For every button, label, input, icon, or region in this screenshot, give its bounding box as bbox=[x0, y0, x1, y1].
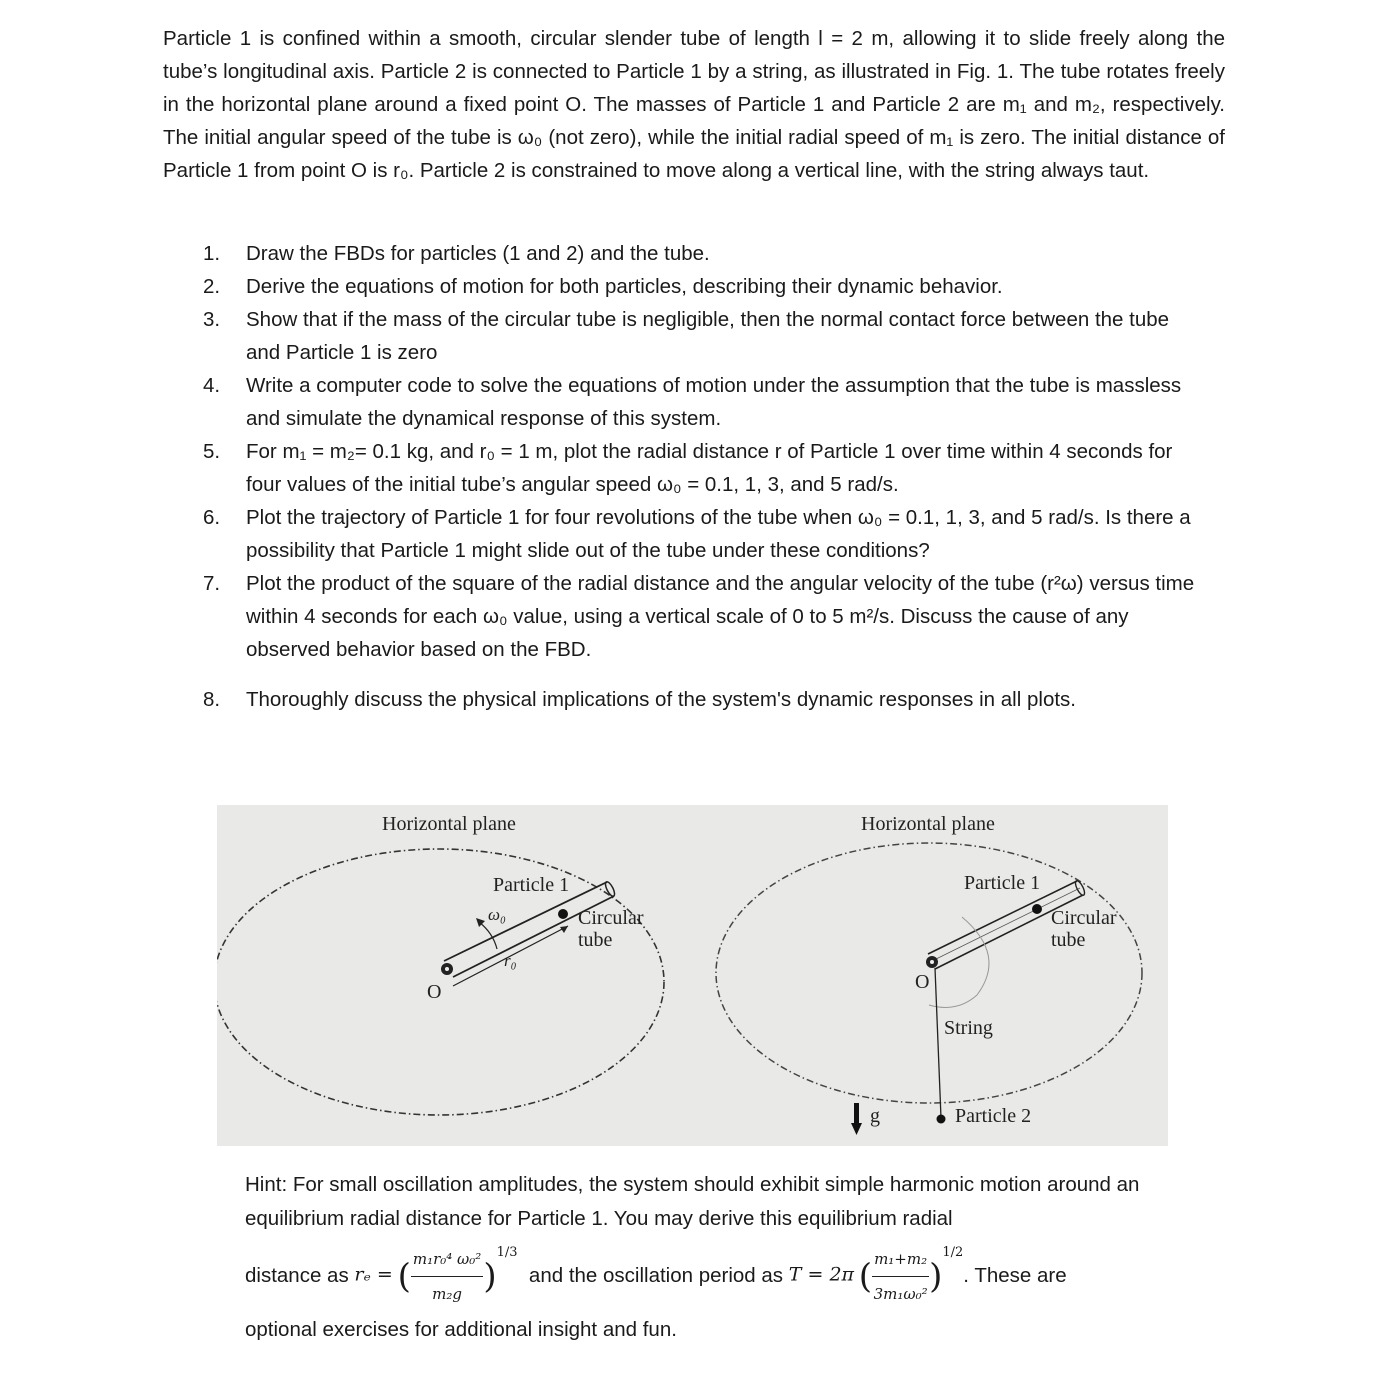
particle-1-label-left: Particle 1 bbox=[493, 874, 570, 896]
origin-label-right: O bbox=[915, 971, 930, 993]
hint-line-3: optional exercises for additional insight and fun. bbox=[245, 1318, 677, 1341]
particle-2-label: Particle 2 bbox=[955, 1105, 1032, 1127]
question-item: 3. Show that if the mass of the circular tube is negligible, then the normal contact force between the tube and Particle 1 is zero bbox=[203, 308, 1170, 364]
question-item: 8. Thoroughly discuss the physical implications of the system's dynamic responses in all plots. bbox=[203, 688, 1076, 711]
question-item: 4. Write a computer code to solve the equations of motion under the assumption that the tube is massless and simulate the dynamical response of this system. bbox=[203, 374, 1182, 430]
horizontal-plane-label-right: Horizontal plane bbox=[861, 813, 995, 835]
hint-line-1: Hint: For small oscillation amplitudes, the system should exhibit simple harmonic motion around an equilibrium radial distance for Particle 1. You may derive this equilibrium radial bbox=[245, 1173, 1140, 1230]
question-text: Draw the FBDs for particles (1 and 2) and the tube. bbox=[246, 242, 710, 265]
question-item: 1. Draw the FBDs for particles (1 and 2) and the tube. bbox=[203, 242, 710, 265]
question-item: 2. Derive the equations of motion for both particles, describing their dynamic behavior. bbox=[203, 275, 1003, 298]
string-label: String bbox=[944, 1017, 993, 1039]
hint-paragraph bbox=[245, 1168, 1225, 1347]
circular-tube-label-right: Circular tube bbox=[1051, 907, 1117, 951]
question-text: For m₁ = m₂= 0.1 kg, and r₀ = 1 m, plot the radial distance r of Particle 1 over time within 4 seconds for four values of the initial tube’s angular speed ω₀ = 0.1, 1, 3, and 5 rad/s. bbox=[246, 440, 1173, 496]
problem-page bbox=[163, 22, 1225, 187]
figure-drawing bbox=[217, 805, 1168, 1146]
question-list bbox=[203, 237, 1203, 716]
hint-formula-line: distance as rₑ = ( $\frac{\text{m₁r₀⁴ ω₀²}}{\text{m₂g}}$ )$^{1/3}$ and the oscillation period as T = 2π ( $\frac{\text{m₁+m₂}}{\text{3m₁ω₀²}}$ )$^{1/2}$. These are bbox=[245, 1242, 1225, 1311]
question-item: 5. For m₁ = m₂= 0.1 kg, and r₀ = 1 m, plot the radial distance r of Particle 1 over time within 4 seconds for four values of the initial tube’s angular speed ω₀ = 0.1, 1, 3, and 5 rad/s. bbox=[203, 440, 1173, 496]
question-item: 6. Plot the trajectory of Particle 1 for four revolutions of the tube when ω₀ = 0.1, 1, 3, and 5 rad/s. Is there a possibility that Particle 1 might slide out of the tube under these conditions? bbox=[203, 506, 1191, 562]
omega-label: ω₀ bbox=[488, 905, 506, 924]
question-text: Derive the equations of motion for both particles, describing their dynamic behavior. bbox=[246, 275, 1003, 298]
question-text: Plot the product of the square of the radial distance and the angular velocity of the tube (r²ω) versus time within 4 seconds for each ω₀ value, using a vertical scale of 0 to 5 m²/s. Discuss the cause of any observed behavior based on the FBD. bbox=[246, 572, 1195, 661]
intro-paragraph: Particle 1 is confined within a smooth, circular slender tube of length l = 2 m, allowing it to slide freely along the tube’s longitudinal axis. Particle 2 is connected to Particle 1 by a string, as illustrated in Fig. 1. The tube rotates freely in the horizontal plane around a fixed point O. The masses of Particle 1 and Particle 2 are m₁ and m₂, respectively. The initial angular speed of the tube is ω₀ (not zero), while the initial radial speed of m₁ is zero. The initial distance of Particle 1 from point O is r₀. Particle 2 is constrained to move along a vertical line, with the string always taut. bbox=[163, 27, 1225, 182]
question-text: Write a computer code to solve the equations of motion under the assumption that the tube is massless and simulate the dynamical response of this system. bbox=[246, 374, 1182, 430]
question-text: Plot the trajectory of Particle 1 for four revolutions of the tube when ω₀ = 0.1, 1, 3, and 5 rad/s. Is there a possibility that Particle 1 might slide out of the tube under these conditions? bbox=[246, 506, 1191, 562]
r0-label: r₀ bbox=[504, 951, 517, 970]
question-text: Show that if the mass of the circular tube is negligible, then the normal contact force between the tube and Particle 1 is zero bbox=[246, 308, 1170, 364]
equilibrium-radius-formula: rₑ = ( $\frac{\text{m₁r₀⁴ ω₀²}}{\text{m₂g}}$ )$^{1/3}$ bbox=[354, 1242, 517, 1311]
horizontal-plane-label-left: Horizontal plane bbox=[382, 813, 516, 835]
question-text: Thoroughly discuss the physical implications of the system's dynamic responses in all plots. bbox=[246, 688, 1076, 711]
figure-1 bbox=[217, 805, 1168, 1146]
oscillation-period-formula: T = 2π ( $\frac{\text{m₁+m₂}}{\text{3m₁ω₀²}}$ )$^{1/2}$ bbox=[789, 1242, 964, 1311]
circular-tube-label-left: Circular tube bbox=[578, 907, 644, 951]
origin-label-left: O bbox=[427, 981, 442, 1003]
question-item: 7. Plot the product of the square of the radial distance and the angular velocity of the tube (r²ω) versus time within 4 seconds for each ω₀ value, using a vertical scale of 0 to 5 m²/s. Discuss the cause of any observed behavior based on the FBD. bbox=[203, 572, 1195, 661]
particle-1-label-right: Particle 1 bbox=[964, 872, 1041, 894]
gravity-label: g bbox=[870, 1105, 880, 1127]
